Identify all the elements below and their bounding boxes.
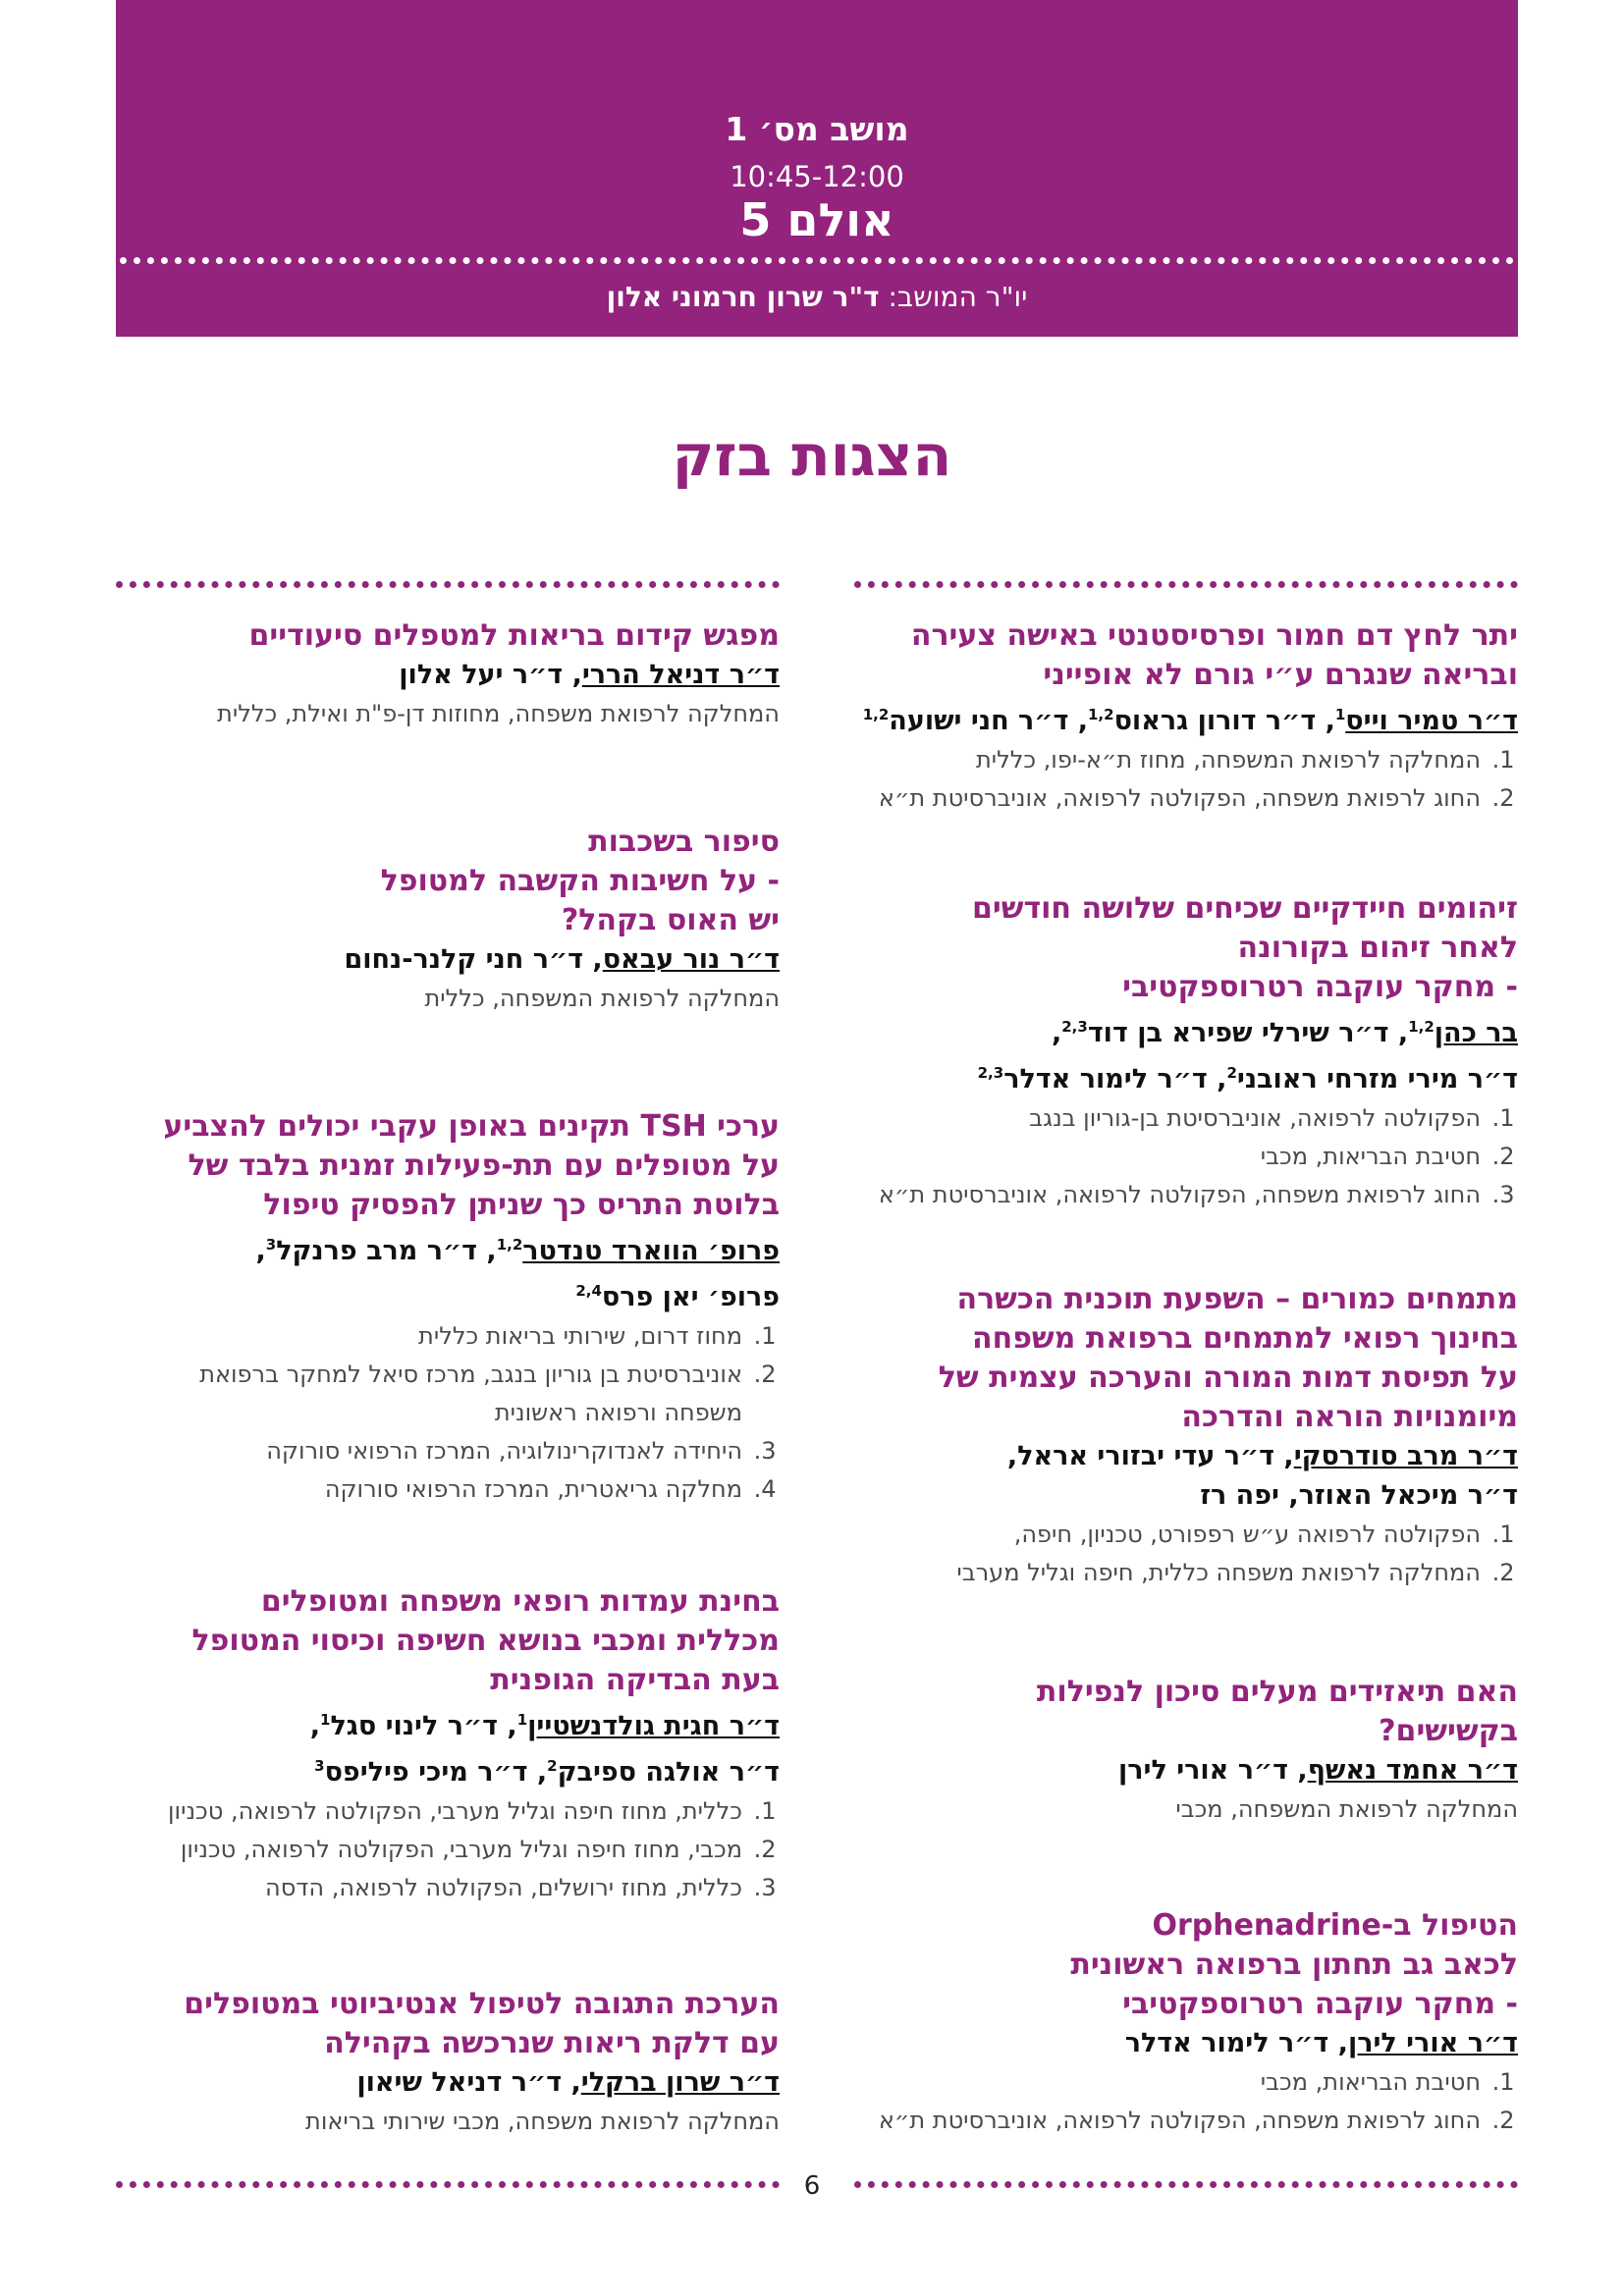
title-line: הערכת התגובה לטיפול אנטיביוטי במטופלים xyxy=(184,1987,780,2021)
affiliation-item: 3. כללית, מחוז ירושלים, הפקולטה לרפואה, הדסה xyxy=(116,1869,746,1907)
affiliation-ref: 2,4 xyxy=(575,1282,602,1300)
abstract-entry xyxy=(846,616,1518,818)
abstract-affiliations xyxy=(846,1099,1518,1214)
abstract-authors xyxy=(846,1751,1518,1790)
title-line: על מטופלים עם תת-פעילות זמנית בלבד של xyxy=(188,1148,780,1183)
author: , ד״ר לינוי סגל xyxy=(330,1711,517,1741)
author: , ד״ר אורי לירן xyxy=(1117,1755,1308,1786)
author: , ד״ר לימור אדלר xyxy=(1124,2028,1348,2058)
author: ד״ר מירי מזרחי ראובני xyxy=(1236,1064,1518,1095)
title-line: עם דלקת ריאות שנרכשה בקהילה xyxy=(324,2026,780,2060)
abstract-entry xyxy=(116,1107,780,1509)
chair-name: ד"ר שרון חרמוני אלון xyxy=(606,281,880,313)
session-header xyxy=(116,0,1518,337)
presenting-author: ד״ר אחמד נאשף xyxy=(1307,1755,1518,1786)
presenting-author: ד״ר אורי לירן xyxy=(1347,2028,1518,2058)
abstract-affiliations xyxy=(846,1516,1518,1592)
abstract-affiliation: המחלקה לרפואת משפחה, מחוזות דן-פ"ת ואילת, כללית xyxy=(217,700,780,727)
abstract-title xyxy=(116,823,780,940)
author: , ד״ר דניאל שיאון xyxy=(356,2067,581,2098)
session-number: מושב מס׳ 1 xyxy=(725,110,909,148)
abstract-title xyxy=(846,1673,1518,1751)
session-time: 10:45-12:00 xyxy=(730,160,904,193)
left-column-bottom-divider xyxy=(116,2181,780,2188)
author: , ד״ר חני קלנר-נחום xyxy=(344,944,603,975)
presenting-author: ד״ר שרון ברקלי xyxy=(580,2067,780,2098)
title-line: מיומנויות הוראה והדרכה xyxy=(1181,1400,1518,1434)
title-line: ערכי TSH תקינים באופן עקבי יכולים להצביע xyxy=(163,1109,780,1144)
title-line: על תפיסת דמות המורה והערכה עצמית של xyxy=(938,1361,1518,1395)
header-dotted-divider xyxy=(120,257,1514,264)
title-line: - מחקר עוקבה רטרוספקטיבי xyxy=(1122,1987,1518,2021)
session-hall: אולם 5 xyxy=(739,193,894,246)
abstract-authors xyxy=(846,2024,1518,2063)
title-line: לאחר זיהום בקורונה xyxy=(1237,931,1518,965)
right-column-top-divider xyxy=(854,581,1518,588)
abstract-affiliations xyxy=(846,741,1518,818)
affiliation-ref: 1,2 xyxy=(1408,1018,1435,1036)
affiliation-ref: 1 xyxy=(320,1711,331,1729)
abstract-affiliation: המחלקה לרפואת המשפחה, מכבי xyxy=(1175,1795,1518,1823)
affiliation-ref: 2,3 xyxy=(977,1064,1004,1082)
presenting-author: ד״ר חגית גולדנשטיין xyxy=(527,1711,780,1741)
separator: , xyxy=(1051,1018,1062,1048)
title-line: בקשישים? xyxy=(1379,1714,1518,1748)
abstract-affiliations xyxy=(116,1792,780,1907)
author: פרופ׳ יאן פרס xyxy=(601,1282,780,1312)
affiliation-ref: 1,2 xyxy=(496,1236,523,1254)
abstract-authors xyxy=(846,1007,1518,1099)
author: , ד״ר שירלי שפירא בן דוד xyxy=(1087,1018,1409,1048)
affiliation-ref: 2 xyxy=(1226,1064,1237,1082)
affiliation-ref: 1 xyxy=(1334,706,1346,723)
title-line: סיפור בשכבות xyxy=(588,825,780,859)
affiliation-ref: 2 xyxy=(547,1757,558,1775)
title-line: בחינת עמדות רופאי משפחה ומטופלים xyxy=(260,1584,780,1619)
author: , ד״ר דורון גראוס xyxy=(1113,706,1335,736)
title-line: ובריאה שנגרם ע״י גורם לא אופייני xyxy=(1043,658,1518,692)
author: , ד״ר יעל אלון xyxy=(399,660,582,690)
abstract-title xyxy=(116,616,780,656)
abstract-authors xyxy=(116,940,780,980)
presenting-author: ד״ר דניאל הררי xyxy=(581,660,780,690)
affiliation-item: 1. כללית, מחוז חיפה וגליל מערבי, הפקולטה לרפואה, טכניון xyxy=(116,1792,746,1831)
section-title: הצגות בזק xyxy=(672,422,952,489)
abstract-authors xyxy=(116,2063,780,2103)
affiliation-item: 2. המחלקה לרפואת משפחה כללית, חיפה וגליל מערבי xyxy=(846,1554,1485,1592)
title-line: הטיפול ב-Orphenadrine xyxy=(1152,1908,1518,1943)
left-column-top-divider xyxy=(116,581,780,588)
abstract-authors xyxy=(116,1225,780,1317)
author: , ד״ר לימור אדלר xyxy=(1003,1064,1227,1095)
presenting-author: ד״ר מרב סודרסקי xyxy=(1293,1441,1518,1471)
affiliation-item: 1. הפקולטה לרפואה ע״ש רפפורט, טכניון, חיפה, xyxy=(846,1516,1485,1554)
author: , ד״ר מיכי פיליפס xyxy=(324,1757,548,1788)
affiliation-item: 1. מחוז דרום, שירותי בריאות כללית xyxy=(116,1317,746,1356)
title-line: יש האוס בקהל? xyxy=(561,903,780,937)
author: ד״ר מיכאל האוזר, יפה רז xyxy=(1200,1480,1518,1511)
abstract-affiliations xyxy=(116,1317,780,1509)
abstract-title xyxy=(846,1280,1518,1437)
right-column-bottom-divider xyxy=(854,2181,1518,2188)
author: , ד״ר עדי יבזורי אראל, xyxy=(1006,1441,1294,1471)
affiliation-item: 2. מכבי, מחוז חיפה וגליל מערבי, הפקולטה לרפואה, טכניון xyxy=(116,1831,746,1869)
title-line: בעת הבדיקה הגופנית xyxy=(490,1663,780,1697)
presenting-author: בר כהן xyxy=(1434,1018,1518,1048)
affiliation-item: 3. היחידה לאנדוקרינולוגיה, המרכז הרפואי סורוקה xyxy=(116,1432,746,1470)
abstract-authors xyxy=(116,656,780,695)
affiliation-item: 2. החוג לרפואת משפחה, הפקולטה לרפואה, אוניברסיטת ת״א xyxy=(846,779,1485,818)
title-line: בלוטת התריס כך שניתן להפסיק טיפול xyxy=(263,1188,780,1222)
author: ד״ר אולגה ספיבק xyxy=(557,1757,780,1788)
abstract-title xyxy=(116,1582,780,1700)
abstract-authors xyxy=(116,1700,780,1792)
affiliation-ref: 1,2 xyxy=(862,706,890,723)
abstract-title xyxy=(116,1107,780,1225)
abstract-entry xyxy=(116,616,780,733)
affiliation-item: 2. חטיבת הבריאות, מכבי xyxy=(846,1138,1485,1176)
affiliation-item: 1. הפקולטה לרפואה, אוניברסיטת בן-גוריון בנגב xyxy=(846,1099,1485,1138)
affiliation-item: 2. אוניברסיטת בן גוריון בנגב, מרכז סיאל למחקר ברפואת משפחה ורפואה ראשונית xyxy=(116,1356,746,1432)
author: , ד״ר מרב פרנקל xyxy=(276,1236,497,1266)
separator: , xyxy=(255,1236,266,1266)
abstract-entry xyxy=(116,823,780,1018)
page-number: 6 xyxy=(803,2171,821,2201)
presenting-author: ד״ר נור עבאס xyxy=(602,944,780,975)
affiliation-ref: 3 xyxy=(265,1236,277,1254)
affiliation-item: 1. חטיבת הבריאות, מכבי xyxy=(846,2063,1485,2102)
affiliation-ref: 3 xyxy=(314,1757,325,1775)
abstract-entry xyxy=(846,1280,1518,1592)
abstract-entry xyxy=(846,889,1518,1214)
separator: , xyxy=(309,1711,321,1741)
title-line: מכללית ומכבי בנושא חשיפה וכיסוי המטופל xyxy=(191,1624,780,1658)
title-line: מתמחים כמורים – השפעת תוכנית הכשרה xyxy=(956,1282,1518,1316)
abstract-title xyxy=(846,1906,1518,2024)
title-line: מפגש קידום בריאות למטפלים סיעודיים xyxy=(248,618,780,653)
affiliation-ref: 1 xyxy=(516,1711,528,1729)
title-line: בחינוך רפואי למתמחים ברפואת משפחה xyxy=(971,1321,1518,1356)
chair-label: יו"ר המושב: xyxy=(888,281,1028,313)
title-line: האם תיאזידים מעלים סיכון לנפילות xyxy=(1036,1675,1518,1709)
abstract-affiliation: המחלקה לרפואת משפחה, מכבי שירותי בריאות xyxy=(305,2108,780,2135)
session-chair xyxy=(116,281,1518,313)
affiliation-item: 4. מחלקה גריאטרית, המרכז הרפואי סורוקה xyxy=(116,1470,746,1509)
affiliation-item: 2. החוג לרפואת משפחה, הפקולטה לרפואה, אוניברסיטת ת״א xyxy=(846,2102,1485,2140)
abstract-title xyxy=(846,889,1518,1007)
abstract-entry xyxy=(116,1985,780,2141)
abstract-authors xyxy=(846,1437,1518,1516)
abstract-entry xyxy=(846,1673,1518,1829)
abstract-entry xyxy=(116,1582,780,1907)
title-line: זיהומים חיידקיים שכיחים שלושה חודשים xyxy=(972,891,1518,926)
title-line: לכאב גב תחתון ברפואה ראשונית xyxy=(1070,1948,1518,1982)
affiliation-ref: 2,3 xyxy=(1061,1018,1088,1036)
title-line: - על חשיבות הקשבה למטופל xyxy=(380,864,780,898)
author: , ד״ר חני ישועה xyxy=(889,706,1088,736)
abstract-affiliations xyxy=(846,2063,1518,2140)
abstract-title xyxy=(846,616,1518,695)
abstract-authors xyxy=(846,695,1518,741)
abstract-entry xyxy=(846,1906,1518,2140)
affiliation-item: 3. החוג לרפואת משפחה, הפקולטה לרפואה, אוניברסיטת ת״א xyxy=(846,1176,1485,1214)
abstract-affiliation: המחלקה לרפואת המשפחה, כללית xyxy=(424,985,780,1012)
presenting-author: פרופ׳ הווארד טנדטר xyxy=(522,1236,780,1266)
title-line: - מחקר עוקבה רטרוספקטיבי xyxy=(1122,970,1518,1004)
title-line: יתר לחץ דם חמור ופרסיסטנטי באישה צעירה xyxy=(910,618,1518,653)
presenting-author: ד״ר טמיר וייס xyxy=(1345,706,1518,736)
abstract-title xyxy=(116,1985,780,2063)
affiliation-ref: 1,2 xyxy=(1088,706,1114,723)
affiliation-item: 1. המחלקה לרפואת המשפחה, מחוז ת״א-יפו, כללית xyxy=(846,741,1485,779)
